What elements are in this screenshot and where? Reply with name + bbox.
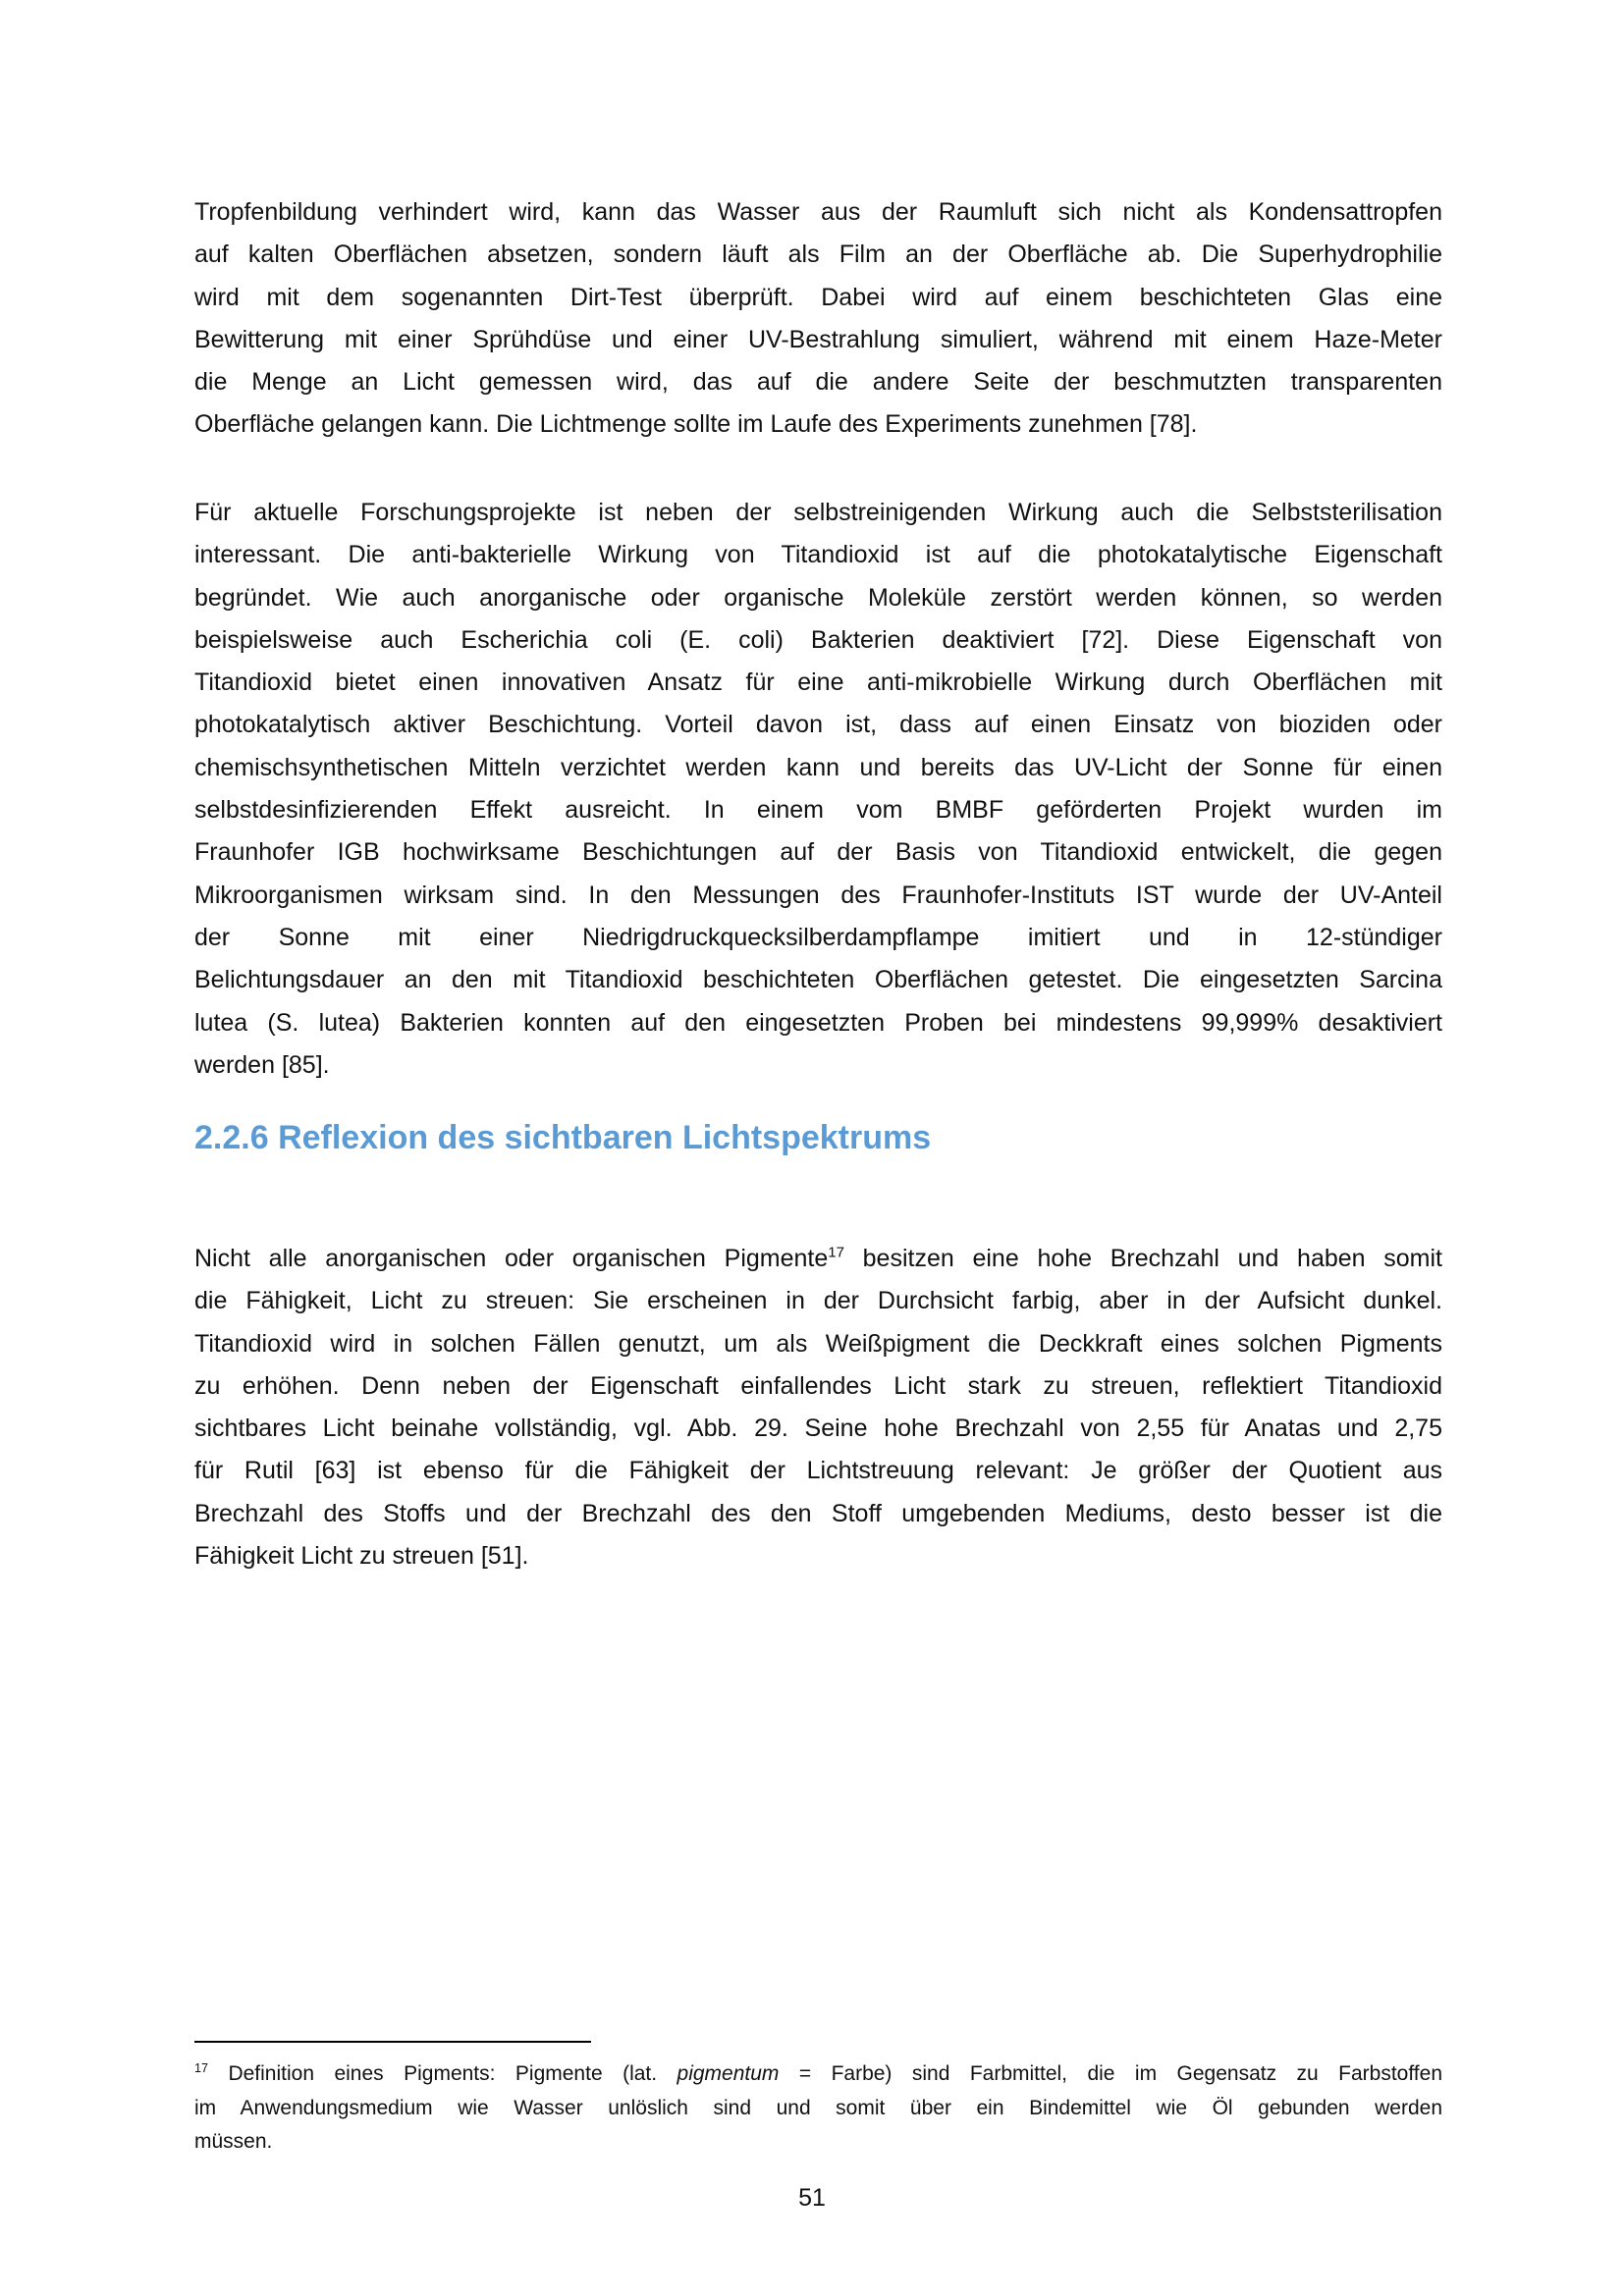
paragraph-2 (194, 492, 1442, 1087)
paragraph-line: Brechzahl des Stoffs und der Brechzahl des den Stoff umgebenden Mediums, desto besser ist die (194, 1499, 1442, 1527)
paragraph-line: chemischsynthetischen Mitteln verzichtet werden kann und bereits das UV-Licht der Sonne für einen (194, 753, 1442, 781)
paragraph-line: Titandioxid wird in solchen Fällen genutzt, um als Weißpigment die Deckkraft eines solchen Pigments (194, 1329, 1442, 1358)
paragraph-line: die Menge an Licht gemessen wird, das auf die andere Seite der beschmutzten transparenten (194, 368, 1442, 397)
paragraph-line: Fähigkeit Licht zu streuen [51]. (194, 1542, 529, 1571)
paragraph-line: Bewitterung mit einer Sprühdüse und einer UV-Bestrahlung simuliert, während mit einem Haze-Meter (194, 325, 1442, 353)
paragraph-line: begründet. Wie auch anorganische oder organische Moleküle zerstört werden können, so werden (194, 583, 1442, 612)
paragraph-line: auf kalten Oberflächen absetzen, sondern läuft als Film an der Oberfläche ab. Die Superhydrophilie (194, 240, 1442, 269)
paragraph-1 (194, 191, 1442, 447)
text: = Farbe) sind Farbmittel, die im Gegensatz zu Farbstoffen (779, 2062, 1442, 2085)
paragraph-line: Tropfenbildung verhindert wird, kann das Wasser aus der Raumluft sich nicht als Kondensattropfen (194, 198, 1442, 226)
section-heading: 2.2.6 Reflexion des sichtbaren Lichtspektrums (194, 1119, 932, 1156)
footnote-separator (194, 2041, 591, 2043)
paragraph-line: sichtbares Licht beinahe vollständig, vgl. Abb. 29. Seine hohe Brechzahl von 2,55 für Anatas und 2,75 (194, 1415, 1442, 1443)
paragraph-line: selbstdesinfizierenden Effekt ausreicht. In einem vom BMBF geförderten Projekt wurden im (194, 796, 1442, 825)
paragraph-line: Fraunhofer IGB hochwirksame Beschichtungen auf der Basis von Titandioxid entwickelt, die gegen (194, 838, 1442, 867)
footnote-line: im Anwendungsmedium wie Wasser unlöslich sind und somit über ein Bindemittel wie Öl gebunden werden (194, 2096, 1442, 2119)
text: Definition eines Pigments: Pigmente (lat. (208, 2062, 677, 2085)
paragraph-line: die Fähigkeit, Licht zu streuen: Sie erscheinen in der Durchsicht farbig, aber in der Aufsicht dunkel. (194, 1287, 1442, 1315)
paragraph-line: für Rutil [63] ist ebenso für die Fähigkeit der Lichtstreuung relevant: Je größer der Quotient aus (194, 1457, 1442, 1485)
paragraph-line (194, 1238, 1442, 1280)
page-number: 51 (798, 2184, 826, 2212)
footnote-line (194, 2057, 1442, 2092)
paragraph-line: beispielsweise auch Escherichia coli (E. coli) Bakterien deaktiviert [72]. Diese Eigenschaft von (194, 625, 1442, 654)
footnote-reference[interactable]: 17 (828, 1244, 844, 1261)
paragraph-line: werden [85]. (194, 1050, 330, 1079)
paragraph-line: photokatalytisch aktiver Beschichtung. Vorteil davon ist, dass auf einen Einsatz von bioziden oder (194, 711, 1442, 739)
paragraph-line: Oberfläche gelangen kann. Die Lichtmenge sollte im Laufe des Experiments zunehmen [78]. (194, 410, 1198, 439)
text: Nicht alle anorganischen oder organischen Pigmente (194, 1245, 829, 1272)
italic-term: pigmentum (677, 2062, 780, 2085)
paragraph-line: zu erhöhen. Denn neben der Eigenschaft einfallendes Licht stark zu streuen, reflektiert Titandioxid (194, 1371, 1442, 1400)
paragraph-line: Belichtungsdauer an den mit Titandioxid beschichteten Oberflächen getestet. Die eingesetzten Sarcina (194, 966, 1442, 994)
text: besitzen eine hohe Brechzahl und haben somit (843, 1245, 1442, 1272)
footnote-number: 17 (194, 2061, 209, 2075)
paragraph-line: Mikroorganismen wirksam sind. In den Messungen des Fraunhofer-Instituts IST wurde der UV-Anteil (194, 881, 1442, 909)
paragraph-line: der Sonne mit einer Niedrigdruckquecksilberdampflampe imitiert und in 12-stündiger (194, 923, 1442, 951)
paragraph-line: Titandioxid bietet einen innovativen Ansatz für eine anti-mikrobielle Wirkung durch Oberflächen mit (194, 668, 1442, 697)
paragraph-line: wird mit dem sogenannten Dirt-Test überprüft. Dabei wird auf einem beschichteten Glas eine (194, 283, 1442, 311)
footnote (194, 2057, 1442, 2160)
paragraph-line: lutea (S. lutea) Bakterien konnten auf den eingesetzten Proben bei mindestens 99,999% desaktiviert (194, 1008, 1442, 1037)
footnote-line: müssen. (194, 2130, 273, 2154)
paragraph-line: interessant. Die anti-bakterielle Wirkung von Titandioxid ist auf die photokatalytische Eigenschaft (194, 541, 1442, 569)
paragraph-3 (194, 1238, 1442, 1577)
paragraph-line: Für aktuelle Forschungsprojekte ist neben der selbstreinigenden Wirkung auch die Selbststerilisation (194, 499, 1442, 526)
